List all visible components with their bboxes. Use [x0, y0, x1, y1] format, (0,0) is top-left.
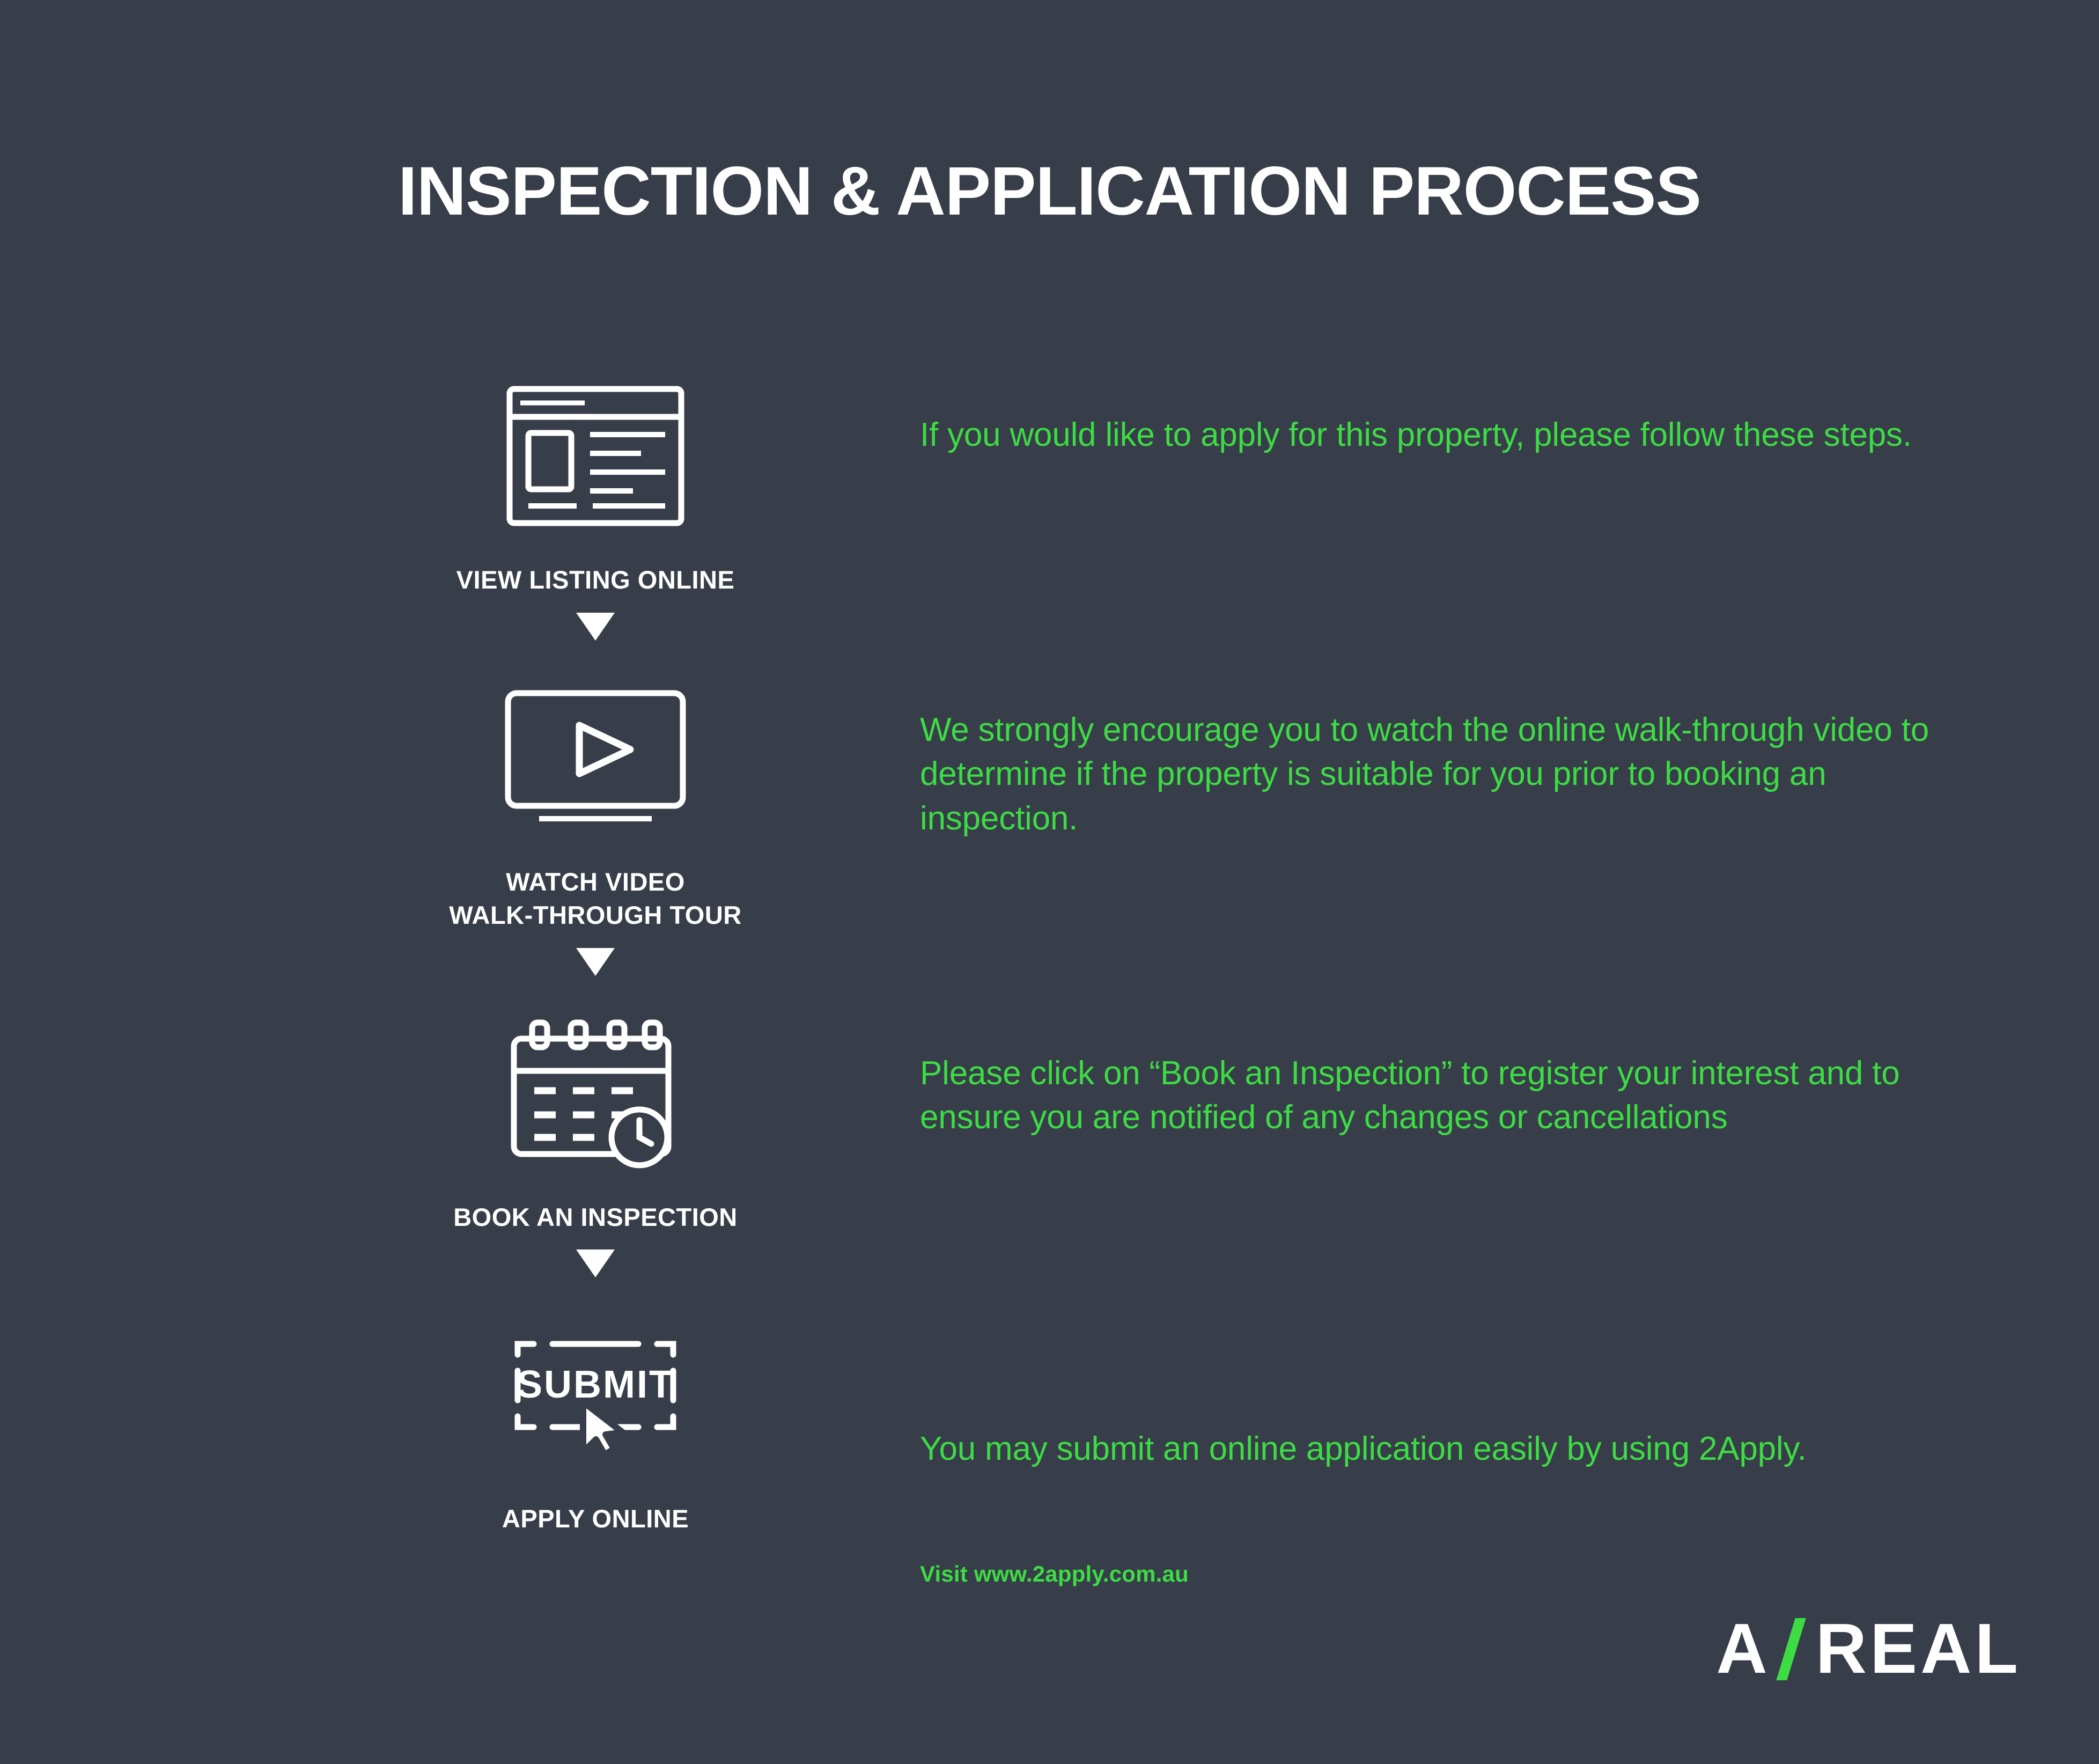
logo-prefix: A: [1716, 1609, 1771, 1688]
areal-logo: [1716, 1608, 2021, 1689]
description-view-listing: If you would like to apply for this property, please follow these steps.: [920, 416, 1912, 453]
step-label-line-1: WATCH VIDEO: [506, 867, 685, 896]
step-watch-video: [408, 656, 783, 932]
step-label-line-2: WALK-THROUGH TOUR: [449, 901, 742, 929]
logo-suffix: REAL: [1815, 1609, 2021, 1688]
arrow-down-icon-1: [408, 597, 783, 656]
step-label-watch-video: [408, 865, 783, 932]
page-title: INSPECTION & APPLICATION PROCESS: [398, 153, 1701, 230]
step-view-listing-online: [408, 354, 783, 597]
step-label-apply-online: APPLY ONLINE: [502, 1504, 689, 1533]
submit-icon-text: SUBMIT: [517, 1363, 674, 1406]
steps-column: [408, 354, 783, 1536]
video-play-monitor-icon: [408, 656, 783, 860]
description-apply-online: You may submit an online application easily by using 2Apply.: [920, 1430, 1807, 1467]
calendar-clock-icon: [408, 991, 783, 1195]
description-book-inspection: Please click on “Book an Inspection” to register your interest and to ensure you are notified of any changes or cancellations: [920, 1055, 1900, 1136]
description-watch-video: We strongly encourage you to watch the online walk-through video to determine if the property is suitable for you prior to booking an inspection.: [920, 711, 1929, 837]
step-label-view-listing-online: VIEW LISTING ONLINE: [456, 565, 735, 594]
step-book-inspection: [408, 991, 783, 1234]
arrow-down-icon-2: [408, 932, 783, 991]
step-apply-online: [408, 1293, 783, 1536]
visit-link[interactable]: Visit www.2apply.com.au: [920, 1561, 1189, 1586]
arrow-down-icon-3: [408, 1234, 783, 1293]
step-label-book-inspection: BOOK AN INSPECTION: [453, 1202, 738, 1231]
slash-icon: [1774, 1617, 1813, 1680]
submit-button-cursor-icon: [408, 1293, 783, 1497]
browser-listing-icon: [408, 354, 783, 558]
